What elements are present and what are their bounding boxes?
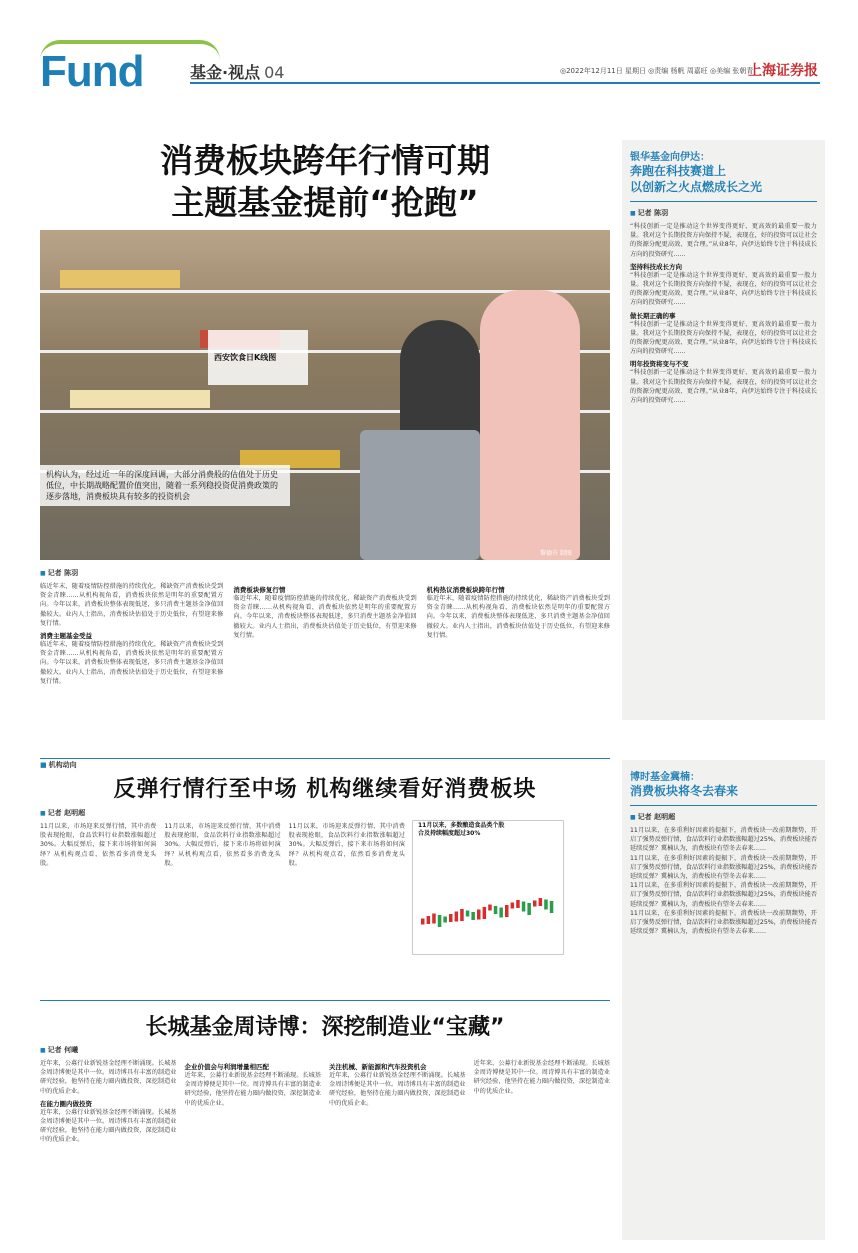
lead-sub2: 消费板块修复行情 <box>233 586 286 594</box>
kline-candle <box>488 905 492 911</box>
lead-sub1: 消费主题基金受益 <box>40 632 92 641</box>
kline-candle <box>511 903 514 909</box>
kline-candle <box>421 919 425 925</box>
lead-body-4: 临近年末，随着疫情防控措施的持续优化，稀缺资产消费板块受到资金青睐……从机构视角看，消费板块依然是明年的重要配置方向。今年以来，消费板块整体表现低迷，多只消费主题基金净值回撤较大。业内人士指出，消费板块估值处于历史低位，有望迎来修复行情。 <box>426 595 610 639</box>
side1-body: “科技创新一定是推动这个世界变得更好、更高效的最重要一股力量。我对这个长期投资方向保持不疑，表现在，好的投资可以让社会的资源分配更高效、更合理。”从业8年，向伊达始终专注于科技成长方向的投资研究…… <box>630 223 817 258</box>
kline-candle <box>483 907 487 919</box>
lead-body-3: 临近年末，随着疫情防控措施的持续优化，稀缺资产消费板块受到资金青睐……从机构视角看，消费板块依然是明年的重要配置方向。今年以来，消费板块整体表现低迷，多只消费主题基金净值回撤较大。业内人士指出，消费板块估值处于历史低位，有望迎来修复行情。 <box>233 595 417 639</box>
kline-candle <box>505 905 509 917</box>
lead-title-2: 主题基金提前“抢跑” <box>171 183 479 222</box>
kline-candle <box>466 911 470 917</box>
mid-body-3: 11月以来，市场迎来反弹行情，其中消费股表现抢眼，食品饮料行业指数涨幅超过30%。大幅反弹后，接下来市场将如何演绎？从机构观点看，依然看多消费龙头股。 <box>288 823 405 867</box>
kline-candle <box>438 915 442 927</box>
bottom-body-2: 近年来，公募行业新锐基金经理不断涌现。长城基金周诗博便是其中一位。周诗博具有丰富的制造业研究经验，他坚持在能力圈内做投资，深挖制造业中的优质企业。 <box>40 1108 177 1144</box>
bottom-body-3: 近年来，公募行业新锐基金经理不断涌现。长城基金周诗博便是其中一位。周诗博具有丰富的制造业研究经验，他坚持在能力圈内做投资，深挖制造业中的优质企业。 <box>184 1072 321 1107</box>
kline-svg <box>413 821 563 954</box>
side2-body: 11月以来，在多重利好因素的提振下，消费板块一改前期颓势，开启了强势反弹行情，食品饮料行业指数涨幅超过25%，消费板块能否延续反弹？冀楠认为，消费板块有望冬去春来…… <box>630 827 818 853</box>
kline-candle <box>527 903 531 915</box>
kline-candle <box>449 914 453 922</box>
side1-author: ■ 记者 陈羽 <box>630 208 817 218</box>
kline-candle <box>499 908 503 918</box>
kline-candle <box>443 917 447 923</box>
side1-kicker: 银华基金向伊达： <box>630 152 710 163</box>
mid-title: 反弹行情行至中场 机构继续看好消费板块 <box>113 777 537 802</box>
issue-meta: ◎2022年12月11日 星期日 ◎责编 杨帆 周嘉旺 ◎美编 张朝青 <box>560 67 754 75</box>
top-rule <box>190 82 820 84</box>
side-article-1 <box>622 140 825 720</box>
bottom-body: 近年来，公募行业新锐基金经理不断涌现。长城基金周诗博便是其中一位。周诗博具有丰富的制造业研究经验，他坚持在能力圈内做投资，深挖制造业中的优质企业。 <box>40 1060 177 1095</box>
bottom-title: 长城基金周诗博：深挖制造业“宝藏” <box>145 1015 505 1040</box>
kline-candle <box>544 900 548 910</box>
chart-label: 西安饮食日K线图 <box>214 353 277 362</box>
bottom-body-5: 近年来，公募行业新锐基金经理不断涌现。长城基金周诗博便是其中一位。周诗博具有丰富的制造业研究经验，他坚持在能力圈内做投资，深挖制造业中的优质企业。 <box>473 1060 610 1095</box>
kline-candle <box>471 912 475 920</box>
side2-kicker: 博时基金冀楠： <box>630 772 700 783</box>
side1-rule <box>630 201 817 202</box>
paper-name: 上海证券报 <box>748 63 818 79</box>
photo-credit: 黎德升 制图 <box>540 550 572 557</box>
bottom-sub3: 关注机械、新能源和汽车投资机会 <box>329 1063 427 1071</box>
mid-author: ■ 记者 赵明超 <box>40 808 405 818</box>
side1-sub2: 做长期正确的事 <box>630 311 676 320</box>
kline-candle <box>539 898 543 906</box>
mid-rule <box>40 758 610 759</box>
mid-chart-label: 11月以来，多数酿造食品类个股 合及持续幅度超过30% <box>418 822 505 837</box>
mid-body-2: 11月以来，市场迎来反弹行情，其中消费股表现抢眼，食品饮料行业指数涨幅超过30%。大幅反弹后，接下来市场将如何演绎？从机构观点看，依然看多消费龙头股。 <box>164 823 281 867</box>
mid-column-tag: ■ 机构动向 <box>40 760 77 770</box>
side2-title: 消费板块将冬去春来 <box>630 784 739 798</box>
lead-body-2: 临近年末，随着疫情防控措施的持续优化，稀缺资产消费板块受到资金青睐……从机构视角看，消费板块依然是明年的重要配置方向。今年以来，消费板块整体表现低迷，多只消费主题基金净值回撤较大。业内人士指出，消费板块估值处于历史低位，有望迎来修复行情。 <box>40 641 224 685</box>
side1-body-2: “科技创新一定是推动这个世界变得更好、更高效的最重要一股力量。我对这个长期投资方向保持不疑，表现在，好的投资可以让社会的资源分配更高效、更合理。”从业8年，向伊达始终专注于科技成长方向的投资研究…… <box>630 271 817 307</box>
fund-logo: Fund <box>40 47 144 96</box>
side1-body-4: “科技创新一定是推动这个世界变得更好、更高效的最重要一股力量。我对这个长期投资方向保持不疑，表现在，好的投资可以让社会的资源分配更高效、更合理。”从业8年，向伊达始终专注于科技成长方向的投资研究…… <box>630 369 817 405</box>
lead-sub3: 机构热议消费板块跨年行情 <box>426 586 505 594</box>
side-article-2 <box>622 760 825 1240</box>
section-title: 基金·视点 04 <box>190 63 285 82</box>
supermarket-photo <box>40 230 610 560</box>
side1-title-2: 以创新之火点燃成长之光 <box>630 180 763 194</box>
bottom-sub2: 企业价值会与利润增量相匹配 <box>184 1063 269 1071</box>
side2-rule <box>630 805 817 806</box>
kline-candle <box>550 901 554 913</box>
side1-title-1: 奔跑在科技赛道上 <box>630 164 727 178</box>
kline-candle <box>477 910 481 920</box>
side1-sub1: 坚持科技成长方向 <box>630 262 682 271</box>
side2-body-2: 11月以来，在多重利好因素的提振下，消费板块一改前期颓势，开启了强势反弹行情，食品饮料行业指数涨幅超过25%，消费板块能否延续反弹？冀楠认为，消费板块有望冬去春来…… <box>630 854 818 881</box>
kline-candle <box>460 909 464 921</box>
kline-candle <box>516 900 520 908</box>
lead-body: 临近年末，随着疫情防控措施的持续优化，稀缺资产消费板块受到资金青睐……从机构视角看，消费板块依然是明年的重要配置方向。今年以来，消费板块整体表现低迷，多只消费主题基金净值回撤较大。业内人士指出，消费板块估值处于历史低位，有望迎来修复行情。 <box>40 583 224 627</box>
kline-candle <box>494 906 498 914</box>
kline-candle <box>533 901 537 907</box>
kline-candle <box>427 916 431 924</box>
mid-kline-chart <box>412 820 564 955</box>
kline-candle <box>455 912 459 922</box>
bottom-sub1: 在能力圈内做投资 <box>40 1099 92 1108</box>
bottom-rule <box>40 1000 610 1001</box>
side1-sub3: 明年投资将变与不变 <box>630 360 689 369</box>
bottom-body-4: 近年来，公募行业新锐基金经理不断涌现。长城基金周诗博便是其中一位。周诗博具有丰富的制造业研究经验，他坚持在能力圈内做投资，深挖制造业中的优质企业。 <box>329 1072 466 1107</box>
side2-body-4: 11月以来，在多重利好因素的提振下，消费板块一改前期颓势，开启了强势反弹行情，食品饮料行业指数涨幅超过25%，消费板块能否延续反弹？冀楠认为，消费板块有望冬去春来…… <box>630 909 818 936</box>
mid-body: 11月以来，市场迎来反弹行情，其中消费股表现抢眼，食品饮料行业指数涨幅超过30%。大幅反弹后，接下来市场将如何演绎？从机构观点看，依然看多消费龙头股。 <box>40 823 157 867</box>
kline-candle <box>432 914 436 924</box>
side2-body-3: 11月以来，在多重利好因素的提振下，消费板块一改前期颓势，开启了强势反弹行情，食品饮料行业指数涨幅超过25%，消费板块能否延续反弹？冀楠认为，消费板块有望冬去春来…… <box>630 882 818 908</box>
photo-caption: 机构认为，经过近一年的深度回调，大部分消费股的估值处于历史低位，中长期战略配置价值突出，随着一系列稳投资促消费政策的逐步落地，消费板块具有较多的投资机会 <box>40 465 290 506</box>
lead-title-1: 消费板块跨年行情可期 <box>160 141 490 180</box>
side1-body-3: “科技创新一定是推动这个世界变得更好、更高效的最重要一股力量。我对这个长期投资方向保持不疑，表现在，好的投资可以让社会的资源分配更高效、更合理。”从业8年，向伊达始终专注于科技成长方向的投资研究…… <box>630 320 817 356</box>
side2-author: ■ 记者 赵明超 <box>630 812 817 822</box>
bottom-author: ■ 记者 何曦 <box>40 1045 610 1055</box>
lead-author: ■ 记者 陈羽 <box>40 568 610 578</box>
kline-candle <box>522 902 526 912</box>
